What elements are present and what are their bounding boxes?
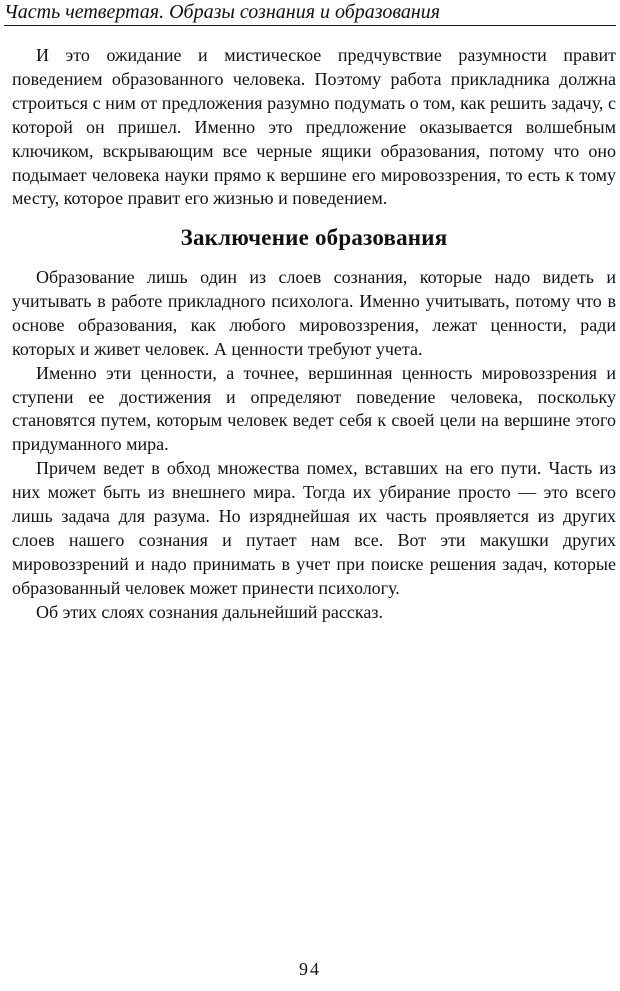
paragraph: Об этих слоях сознания дальнейший рассказ. — [36, 601, 383, 622]
body-block-conclusion — [12, 266, 616, 625]
running-head: Часть четвертая. Образы сознания и образования — [4, 1, 441, 23]
paragraph: И это ожидание и мистическое предчувствие разумности правит поведением образованного человека. Поэтому работа прикладника должна строиться с ним от предложения разумно подумать о том, как решить задачу, с которой он пришел. Именно это предложение оказывается волшебным ключиком, вскрывающим все черные ящики образования, потому что оно подымает человека науки прямо к вершине его мировоззрения, то есть к тому месту, которое правит его жизнью и поведением. — [12, 45, 616, 209]
paragraph: Причем ведет в обход множества помех, вставших на его пути. Часть из них может быть из внешнего мира. Тогда их убирание просто — это всего лишь задача для разума. Но изряднейшая их часть проявляется из других слоев нашего сознания и путает нам все. Вот эти макушки других мировоззрений и надо принимать в учет при поиске решения задач, которые образованный человек может принести психологу. — [12, 458, 616, 598]
body-block-intro — [12, 44, 616, 211]
page-number: 94 — [299, 959, 321, 979]
section-title: Заключение образования — [180, 225, 448, 250]
paragraph: Образование лишь один из слоев сознания, которые надо видеть и учитывать в работе прикладного психолога. Именно учитывать, потому что в основе образования, как любого мировоззрения, лежат ценности, ради которых и живет человек. А ценности требуют учета. — [12, 267, 616, 359]
paragraph: Именно эти ценности, а точнее, вершинная ценность мировоззрения и ступени ее достижения и определяют поведение человека, поскольку становятся путем, которым человек ведет себя к своей цели на вершине этого придуманного мира. — [12, 362, 616, 455]
header-rule — [4, 25, 616, 26]
